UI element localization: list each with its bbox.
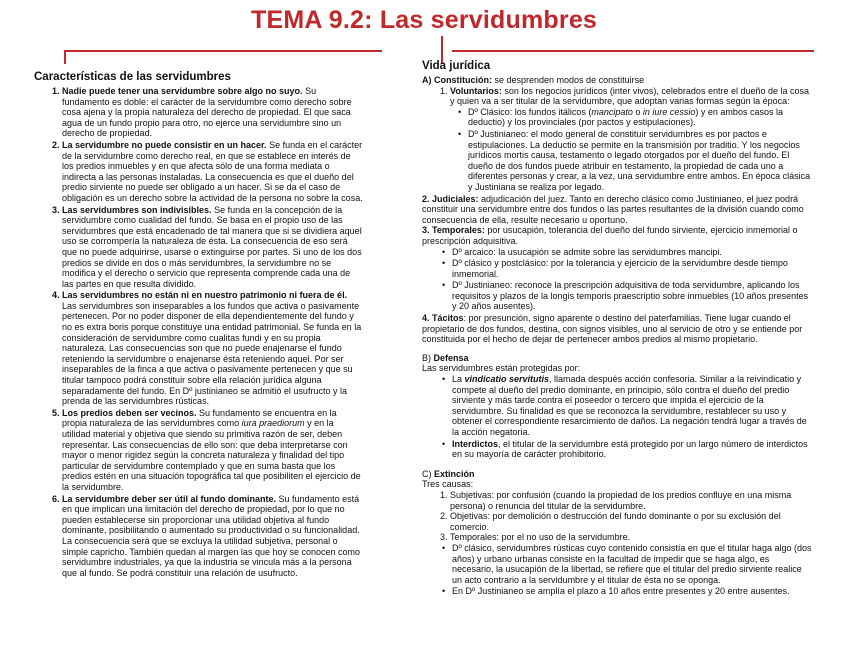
item-bold: Las servidumbres son indivisibles. bbox=[62, 204, 212, 215]
item-italic: iura praediorum bbox=[241, 418, 305, 429]
list-item: 3. Temporales: por el no uso de la servidumbre. bbox=[450, 532, 812, 543]
list-item: • En Dº Justinianeo se amplía el plazo a 10 años entre presentes y 20 entre ausentes. bbox=[452, 586, 812, 597]
bullet-italic: mancipato bbox=[591, 106, 633, 117]
defensa-intro: Las servidumbres están protegidas por: bbox=[422, 363, 581, 374]
tacitos-label: 4. Tácitos bbox=[422, 313, 464, 324]
bullet-text: , el titular de la servidumbre está protegido por un largo número de interdictos en su mayoría de carácter prohibitorio. bbox=[452, 438, 808, 460]
list-item: • Dº clásico, servidumbres rústicas cuyo contenido consistía en que el titular haga algo (dos años) y urbano urbanas consiste en la facultad de impedir que se haga algo, es necesario, la usucapión de la libertad, se refiere que el titular del predio sirviente realice un acto contrario a la servidumbre y el titular de ésta no se oponga. bbox=[452, 543, 812, 585]
item-text: Su fundamento es doble: el carácter de la servidumbre como derecho sobre cosa ajena y la propia naturaleza del derecho de propiedad. El que saca agua de un fundo propio para otro, no ejerce una servidumbre sino un derecho de propiedad. bbox=[62, 86, 352, 139]
temporales-label: 3. Temporales: bbox=[422, 225, 485, 236]
bullet-text: Dº Justinianeo: el modo general de constituir servidumbres es por pactos e estipulaciones. La deductio se permite en la transmisión por traditio. Y los negocios jurídicos mortis causa, testamento o legado otorgados por el dueño del fundo. El dueño de dos fundos puede atribuir en testamento, la propiedad de cada uno a diferentes personas y crear, a la vez, una servidumbre entre ambos. En época clásica y Justiniana se realiza por legado. bbox=[468, 128, 811, 192]
temporales-text: por usucapión, tolerancia del dueño del fundo sirviente, ejercicio inmemorial o prescripción adquisitiva. bbox=[422, 225, 798, 246]
section-heading-caracteristicas: Características de las servidumbres bbox=[34, 71, 231, 83]
list-item: • Dº Justinianeo: reconoce la prescripción adquisitiva de toda servidumbre, aplicando los requisitos y plazos de la longis temporis praescriptio sobre inmuebles (10 años presentes y 20 años ausentes). bbox=[452, 280, 812, 312]
constitucion-label: A) Constitución: bbox=[422, 75, 492, 85]
extincion-intro: Tres causas: bbox=[422, 479, 474, 490]
extincion-list bbox=[422, 490, 812, 543]
bullet-text: La bbox=[452, 374, 465, 385]
defensa-bullets bbox=[422, 374, 812, 460]
bullet-text: o bbox=[632, 106, 643, 117]
bullet-italic: in iure cessio bbox=[642, 106, 696, 117]
item-bold: La servidumbre deber ser útil al fundo dominante. bbox=[62, 493, 277, 504]
section-heading-vida-juridica: Vida jurídica bbox=[422, 60, 491, 72]
item-text: y en la utilidad material y objetiva que siendo su primitiva razón de ser, deben representar. Las consecuencias de ello son: que deba interpretarse con mayor o menor rigidez según la concreta naturaleza y finalidad del tipo particular de servidumbre contemplado y que en suma basta que los predios estén en una situación topográfica tal que posibiliten el ejercicio de la servidumbre. bbox=[62, 418, 361, 492]
list-item bbox=[62, 140, 364, 204]
defensa-label: B) Defensa bbox=[422, 352, 469, 363]
bullet-text: Dº Clásico: los fundos itálicos ( bbox=[468, 106, 592, 117]
bullet-bold-italic: vindicatio servitutis bbox=[464, 374, 550, 385]
voluntarios-text: son los negocios jurídicos (inter vivos), celebrados entre el dueño de la cosa y quien va a ser titular de la servidumbre, que adoptan varias formas según la época: bbox=[450, 85, 810, 107]
judiciales-label: 2. Judiciales: bbox=[422, 193, 479, 204]
item-bold: La servidumbre no puede consistir en un hacer. bbox=[62, 139, 267, 150]
bullet-text: , llamada después acción confesoria. Similar a la reivindicatio y compete al dueño del predio dominante, en principio, sólo contra el dueño del predio sirviente y más tarde contra el poseedor o tercero que impida el ejercicio de la servidumbre. Su finalidad es que se reconozca la servidumbre, restablecer su uso y obtener el correspondiente resarcimiento de daños. La negación tendrá lugar a través de la acción negatoria. bbox=[452, 374, 807, 437]
list-item bbox=[62, 290, 364, 407]
page-title: TEMA 9.2: Las servidumbres bbox=[250, 6, 598, 34]
list-item bbox=[62, 408, 364, 493]
bullet-bold: Interdictos bbox=[452, 438, 499, 449]
extincion-label-text: C) Extinción bbox=[422, 468, 475, 479]
list-item bbox=[452, 439, 812, 460]
voluntarios-label: Voluntarios: bbox=[450, 85, 502, 96]
item-text: Las servidumbres son inseparables a los fundos que activa o pasivamente pertenecen. Por no poder disponer de ella dependientemente del fundo y no es extra boris porque constituye una entidad patrimonial. Se funda en la consideración de servidumbre como cualitas fundi y en su propia naturaleza. Las consecuencias son que no puede enajenarse el fundo reteniendo la servidumbre o enajenarse ésta reteniendo aquel. Por ser inseparables de la finca a que activa o pasivamente pertenecen y que su titular tampoco podrá constituir sobre ella relación jurídica alguna separadamente del fundo. En Dº justinianeo se admitió el usufructo y la prenda de las servidumbres rústicas. bbox=[62, 300, 362, 407]
constitucion-intro-text: se desprenden modos de constituirse bbox=[492, 75, 645, 85]
judiciales-text: adjudicación del juez. Tanto en derecho clásico como Justinianeo, el juez podrá constituir una servidumbre entre dos fundos o las partes resultantes de la división cuando como consecuencia de ella, resulte necesario u oportuno. bbox=[422, 193, 804, 225]
list-item bbox=[468, 129, 812, 193]
list-item bbox=[62, 86, 364, 139]
right-column bbox=[422, 59, 812, 598]
list-item: 1. Subjetivas: por confusión (cuando la propiedad de los predios confluye en una misma persona) o renuncia del titular de la servidumbre. bbox=[450, 490, 812, 511]
list-item bbox=[450, 86, 812, 193]
left-column bbox=[34, 70, 364, 579]
list-item bbox=[452, 374, 812, 438]
list-item: 2. Objetivas: por demolición o destrucción del fundo dominante o por su exclusión del comercio. bbox=[450, 511, 812, 532]
list-item: • Dº clásico y postclásico: por la tolerancia y ejercicio de la servidumbre desde tiempo inmemorial. bbox=[452, 258, 812, 279]
item-bold: Las servidumbres no están ni en nuestro patrimonio ni fuera de él. bbox=[62, 290, 348, 301]
temporales-paragraph bbox=[422, 225, 812, 246]
constitucion-intro bbox=[422, 75, 812, 86]
title-rule-right bbox=[452, 50, 814, 52]
extincion-label bbox=[422, 469, 812, 480]
tacitos-paragraph bbox=[422, 313, 812, 345]
voluntarios-bullets bbox=[450, 107, 812, 193]
item-bold: Nadie puede tener una servidumbre sobre algo no suyo. bbox=[62, 86, 303, 96]
title-rule-left-tick bbox=[64, 50, 66, 64]
characteristics-list bbox=[34, 86, 364, 578]
list-item: • Dº arcaico: la usucapión se admite sobre las servidumbres mancipi. bbox=[452, 247, 812, 258]
temporales-bullets bbox=[422, 247, 812, 313]
item-text: Su fundamento se encuentra en la propia naturaleza de las servidumbres como bbox=[62, 407, 337, 429]
title-rule-left bbox=[64, 50, 382, 52]
extincion-bullets bbox=[422, 543, 812, 597]
item-text: Su fundamento está en que implican una limitación del derecho de propiedad, por lo que no pueden establecerse sin proporcionar una utilidad objetiva al fundo dominante, posibilitando o aumentado su productividad o su funcionalidad. La consecuencia será que se excluya la utilidad subjetiva, personal o simple capricho. También quedan al margen las que hoy se conocen como servidumbre industriales, ya que la industria se vincula más a la persona que al fundo. Se podrá constituir una relación de usufructo. bbox=[62, 493, 361, 578]
constitucion-voluntarios-list bbox=[422, 86, 812, 193]
list-item bbox=[62, 494, 364, 579]
item-text: Se funda en la concepción de la servidumbre como cualidad del fundo. Se basa en el propio uso de las servidumbres que está encadenado de tal manera que si se dividiera aquel uso se corrompería la naturaleza de ésta. La consecuencia de eso será que no puede adquirirse, usarse o extinguirse por partes. Si uno de los dos predios se divide en dos o más servidumbres, la servidumbre no se modifica y el derecho o servicio que representa comprende cada una de las partes en que resulta dividido. bbox=[62, 204, 362, 289]
item-text: Se funda en el carácter de la servidumbre como derecho real, en que se establece en interés de los predios inmuebles y en que afecta sólo de una forma mediata o indirecta a las personas instaladas. La consecuencia es que el dueño del predio sirviente no puede ser obligado a un hacer. Si se da el caso de obligación es un derecho sobre la actividad de la persona no sobre la cosa. bbox=[62, 139, 363, 203]
bullet-text: ) y en ambos casos la deductio) y los provinciales (por pactos y estipulaciones). bbox=[468, 106, 783, 128]
item-bold: Los predios deben ser vecinos. bbox=[62, 407, 197, 418]
judiciales-paragraph bbox=[422, 194, 812, 226]
tacitos-text: : por presunción, signo aparente o destino del paterfamilias. Tiene lugar cuando el propietario de dos fundos, destina, con signos visibles, uno al servicio de otro y se entiende por constituida por el hecho de dejar de pertenecer ambos predios al mismo propietario. bbox=[422, 313, 803, 345]
list-item bbox=[468, 107, 812, 128]
list-item bbox=[62, 205, 364, 290]
